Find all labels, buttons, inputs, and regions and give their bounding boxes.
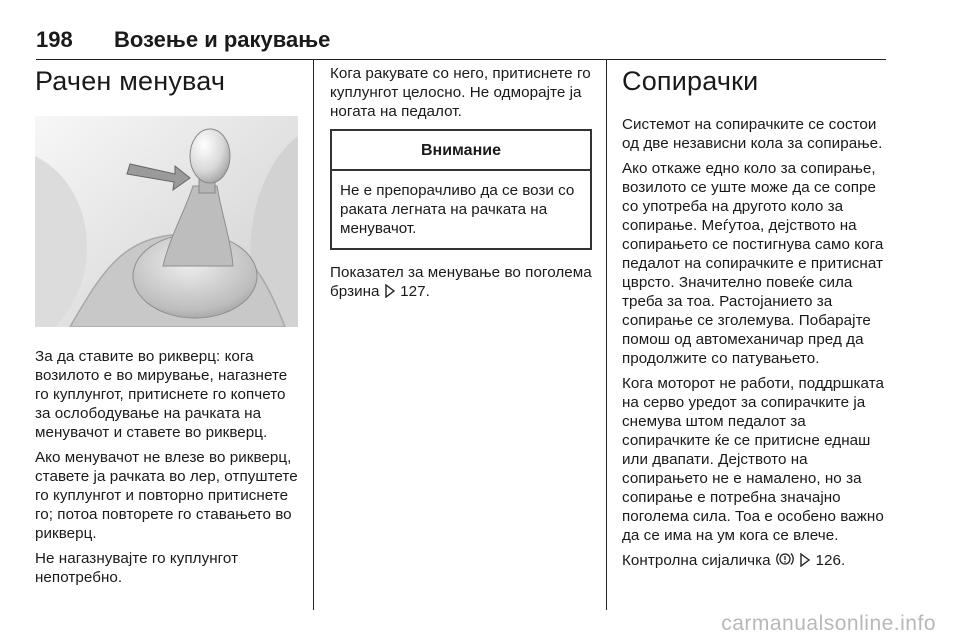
watermark: carmanualsonline.info bbox=[721, 612, 936, 635]
paragraph: Не нагазнувајте го куплунгот непотребно. bbox=[35, 550, 239, 586]
page-reference-link[interactable]: 127. bbox=[400, 283, 430, 300]
warning-light-text: Контролна сијаличка bbox=[622, 552, 771, 569]
paragraph: Ако откаже едно коло за сопирање, возилото се уште може да се сопре со употреба на другото коло за сопирање. Меѓутоа, дејството на сопирањето се постигнува само кога педалот на сопирачките е притиснат цврсто. Значително повеќе сила треба за тоа. Растојанието за сопирање се зголемува. Побарајте помош од автомеханичар пред да продолжите со патувањето. bbox=[622, 160, 884, 367]
section-heading-manual-gearbox: Рачен менувач bbox=[35, 66, 226, 96]
running-title: Возење и ракување bbox=[114, 27, 331, 52]
gear-lever-illustration bbox=[35, 116, 298, 327]
paragraph: Кога моторот не работи, поддршката на серво уредот за сопирачките ја снемува штом педалот за сопирачките ќе се притисне еднаш или двапати. Дејството на сопирањето не е намалено, но за сопирање е потребна значајно поголема сила. Тоа е особено важно да се има на ум кога се влече. bbox=[622, 375, 885, 544]
brake-warning-light-icon bbox=[775, 551, 795, 572]
column-divider bbox=[606, 60, 607, 610]
page-reference-link[interactable]: 126. bbox=[815, 552, 846, 569]
column-divider bbox=[313, 60, 314, 610]
reference-arrow-icon bbox=[799, 553, 811, 572]
paragraph: За да ставите во рикверц: кога возилото е во мирување, нагазнете го куплунгот, притиснете го копчето за ослободување на рачката на менувачот и ставете во рикверц. bbox=[35, 348, 288, 441]
paragraph-warning-light bbox=[622, 551, 888, 572]
warning-title: Внимание bbox=[332, 131, 590, 171]
section-heading-brakes: Сопирачки bbox=[622, 66, 759, 96]
gear-lever-drawing bbox=[35, 116, 298, 327]
warning-text: Не е препорачливо да се вози со раката легната на рачката на менувачот. bbox=[340, 182, 575, 237]
paragraph: Кога ракувате со него, притиснете го куплунгот целосно. Не одморајте ја ногата на педалот. bbox=[330, 65, 591, 120]
paragraph: Ако менувачот не влезе во рикверц, ставете ја рачката во лер, отпуштете го куплунгот и повторно притиснете го; потоа повторете го ставањето во рикверц. bbox=[35, 449, 298, 542]
paragraph-gear-shift-indicator bbox=[330, 263, 592, 303]
column-1 bbox=[35, 56, 299, 593]
gear-shift-indicator-text: Показател за менување во поголема брзина bbox=[330, 264, 592, 300]
page-number: 198 bbox=[36, 27, 73, 52]
paragraph: Системот на сопирачките се состои од две независни кола за сопирање. bbox=[622, 116, 883, 152]
page-header bbox=[36, 14, 886, 54]
column-3 bbox=[622, 56, 888, 578]
reference-arrow-icon bbox=[384, 284, 396, 303]
warning-box bbox=[330, 129, 592, 250]
column-2 bbox=[330, 56, 592, 309]
